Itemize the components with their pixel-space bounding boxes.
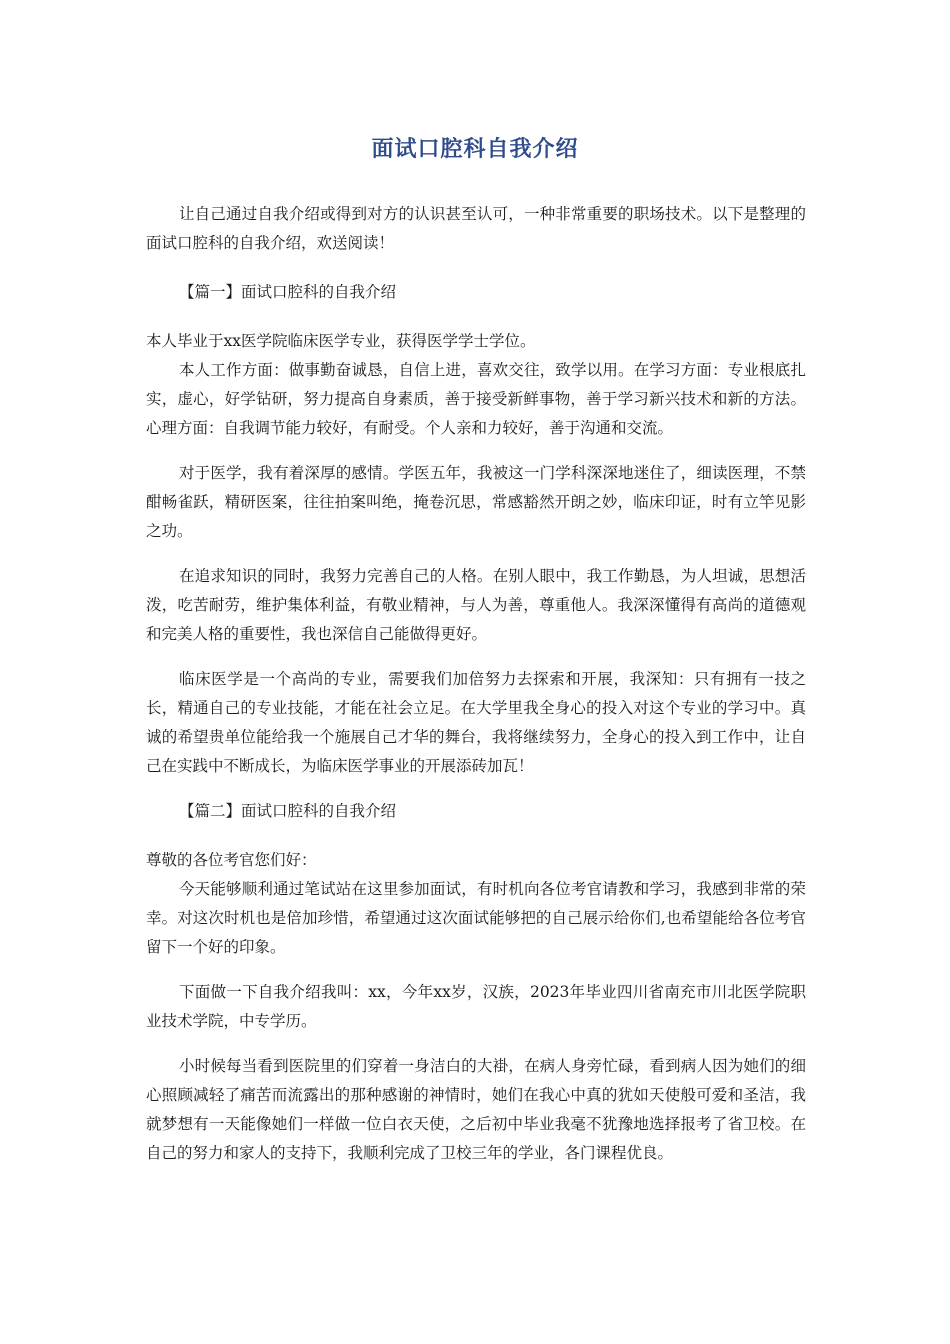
paragraph: 对于医学，我有着深厚的感情。学医五年，我被这一门学科深深地迷住了，细读医理，不禁酣畅雀跃，精研医案，往往拍案叫绝，掩卷沉思，常感豁然开朗之妙，临床印证，时有立竿见影之功。 — [146, 464, 806, 540]
paragraph: 本人工作方面：做事勤奋诚恳，自信上进，喜欢交往，致学以用。在学习方面：专业根底扎实，虚心，好学钻研，努力提高自身素质，善于接受新鲜事物，善于学习新兴技术和新的方法。心理方面：自我调节能力较好，有耐受。个人亲和力较好，善于沟通和交流。 — [146, 361, 806, 437]
paragraph: 临床医学是一个高尚的专业，需要我们加倍努力去探索和开展，我深知：只有拥有一技之长，精通自己的专业技能，才能在社会立足。在大学里我全身心的投入对这个专业的学习中。真诚的希望贵单位能给我一个施展自己才华的舞台，我将继续努力，全身心的投入到工作中，让自己在实践中不断成长，为临床医学事业的开展添砖加瓦！ — [146, 670, 806, 775]
paragraph: 尊敬的各位考官您们好： — [146, 851, 317, 869]
paragraph: 在追求知识的同时，我努力完善自己的人格。在别人眼中，我工作勤恳，为人坦诚，思想活泼，吃苦耐劳，维护集体利益，有敬业精神，与人为善，尊重他人。我深深懂得有高尚的道德观和完美人格的重要性，我也深信自己能做得更好。 — [146, 567, 806, 643]
section-heading-2: 【篇二】面试口腔科的自我介绍 — [179, 802, 397, 820]
document-body — [146, 200, 806, 1168]
paragraph: 本人毕业于xx医学院临床医学专业，获得医学学士学位。 — [146, 332, 536, 350]
paragraph: 今天能够顺利通过笔试站在这里参加面试，有时机向各位考官请教和学习，我感到非常的荣幸。对这次时机也是倍加珍惜，希望通过这次面试能够把的自己展示给你们,也希望能给各位考官留下一个好的印象。 — [146, 880, 806, 956]
paragraph: 小时候每当看到医院里的们穿着一身洁白的大褂，在病人身旁忙碌，看到病人因为她们的细心照顾减轻了痛苦而流露出的那种感谢的神情时，她们在我心中真的犹如天使般可爱和圣洁，我就梦想有一天能像她们一样做一位白衣天使，之后初中毕业我毫不犹豫地选择报考了省卫校。在自己的努力和家人的支持下，我顺利完成了卫校三年的学业，各门课程优良。 — [146, 1057, 806, 1162]
intro-paragraph: 让自己通过自我介绍或得到对方的认识甚至认可，一种非常重要的职场技术。以下是整理的面试口腔科的自我介绍，欢送阅读！ — [146, 205, 806, 252]
section-heading-1: 【篇一】面试口腔科的自我介绍 — [179, 283, 397, 301]
document-title: 面试口腔科自我介绍 — [371, 137, 579, 162]
paragraph: 下面做一下自我介绍我叫：xx，今年xx岁，汉族，2023年毕业四川省南充市川北医学院职业技术学院，中专学历。 — [146, 983, 806, 1030]
